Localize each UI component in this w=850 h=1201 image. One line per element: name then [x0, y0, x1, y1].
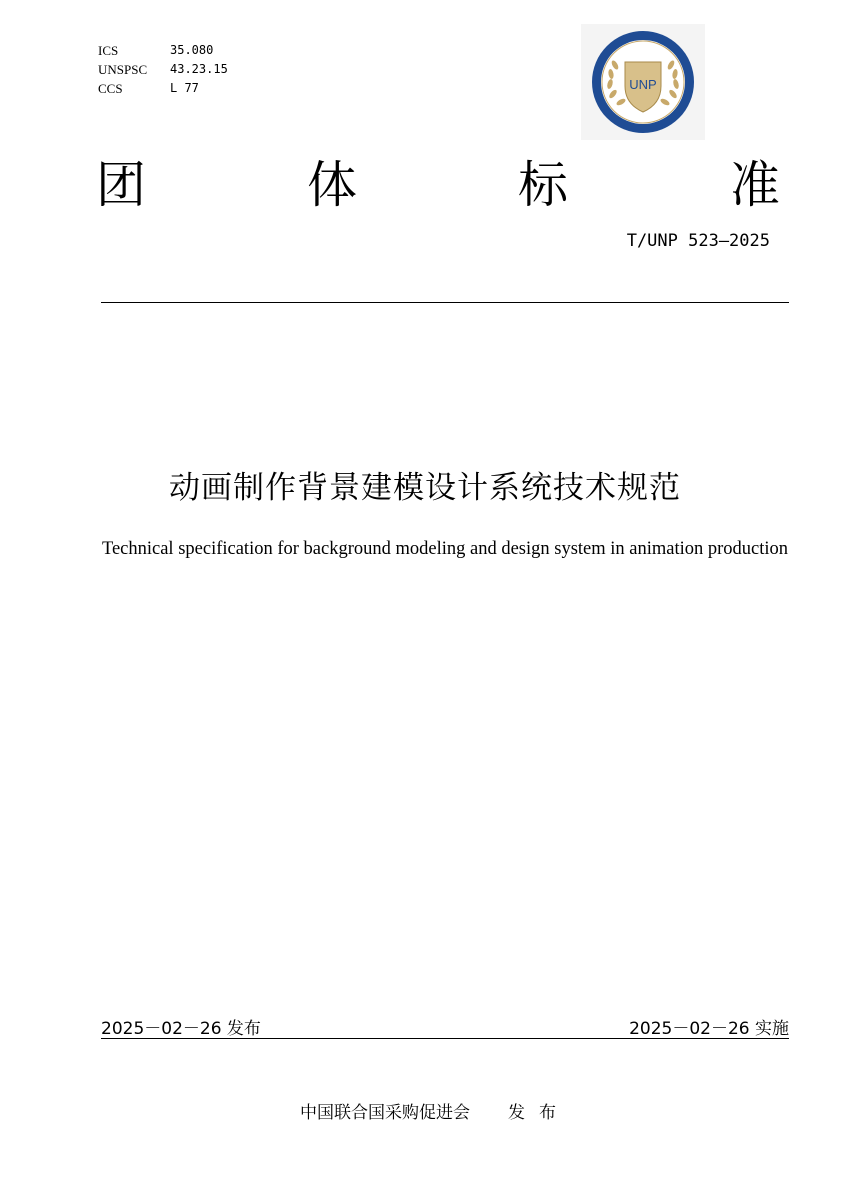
code-value: 43.23.15	[170, 62, 228, 76]
title-chinese: 动画制作背景建模设计系统技术规范	[169, 470, 681, 506]
code-row-unspsc	[98, 60, 228, 79]
standard-number: T/UNP 523—2025	[626, 231, 770, 251]
document-heading	[96, 150, 786, 220]
publisher	[0, 1098, 850, 1123]
code-row-ics	[98, 41, 228, 60]
heading-char: 团	[96, 156, 146, 214]
classification-codes	[98, 41, 228, 98]
bottom-rule	[101, 1038, 789, 1039]
code-label: UNSPSC	[98, 62, 148, 77]
heading-char: 准	[730, 156, 780, 214]
top-rule	[101, 302, 789, 303]
code-row-ccs	[98, 79, 228, 98]
implement-date: 2025－02－26 实施	[629, 1019, 789, 1039]
publisher-suffix: 发布	[508, 1103, 570, 1123]
code-label: ICS	[98, 43, 119, 58]
unp-logo	[581, 24, 705, 140]
publisher-name: 中国联合国采购促进会	[300, 1103, 470, 1123]
issue-date: 2025－02－26 发布	[101, 1019, 261, 1039]
code-value: 35.080	[170, 43, 214, 57]
code-value: L 77	[170, 81, 199, 95]
code-label: CCS	[98, 81, 123, 96]
title-english: Technical specification for background modeling and design system in animation production	[101, 539, 789, 559]
heading-char: 标	[518, 156, 568, 214]
heading-char: 体	[307, 156, 357, 214]
logo-text: UNP	[629, 77, 657, 92]
